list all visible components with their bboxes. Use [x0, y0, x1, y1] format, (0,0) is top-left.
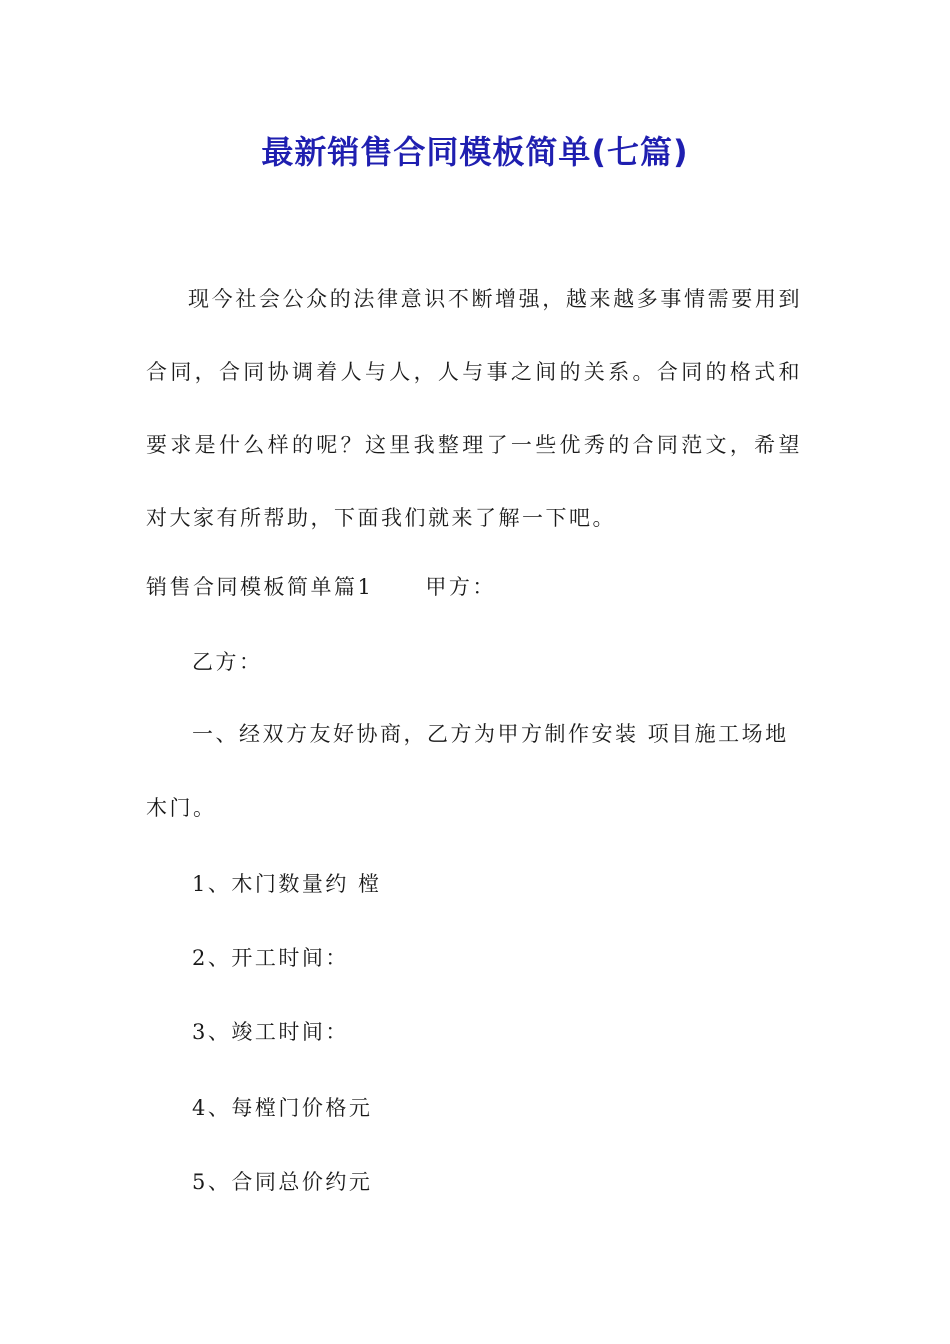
list-item: 4、每樘门价格元	[192, 1096, 373, 1120]
list-item: 1、木门数量约 樘	[192, 872, 382, 896]
clause-1-line-2: 木门。	[146, 796, 217, 820]
party-a-label: 甲方：	[425, 575, 496, 599]
intro-paragraph: 现今社会公众的法律意识不断增强，越来越多事情需要用到合同，合同协调着人与人，人与事之间的关系。合同的格式和要求是什么样的呢？这里我整理了一些优秀的合同范文，希望对大家有所帮助，下面我们就来了解一下吧。	[146, 287, 802, 530]
list-item: 3、竣工时间：	[192, 1020, 349, 1044]
list-item: 5、合同总价约元	[192, 1170, 373, 1194]
party-b-label: 乙方：	[192, 650, 263, 674]
section-heading-line	[146, 572, 496, 602]
section-heading: 销售合同模板简单篇1	[146, 575, 374, 599]
clause-1-line-1: 一、经双方友好协商，乙方为甲方制作安装 项目施工场地	[192, 722, 789, 746]
document-title: 最新销售合同模板简单(七篇)	[261, 133, 689, 171]
list-item: 2、开工时间：	[192, 946, 349, 970]
